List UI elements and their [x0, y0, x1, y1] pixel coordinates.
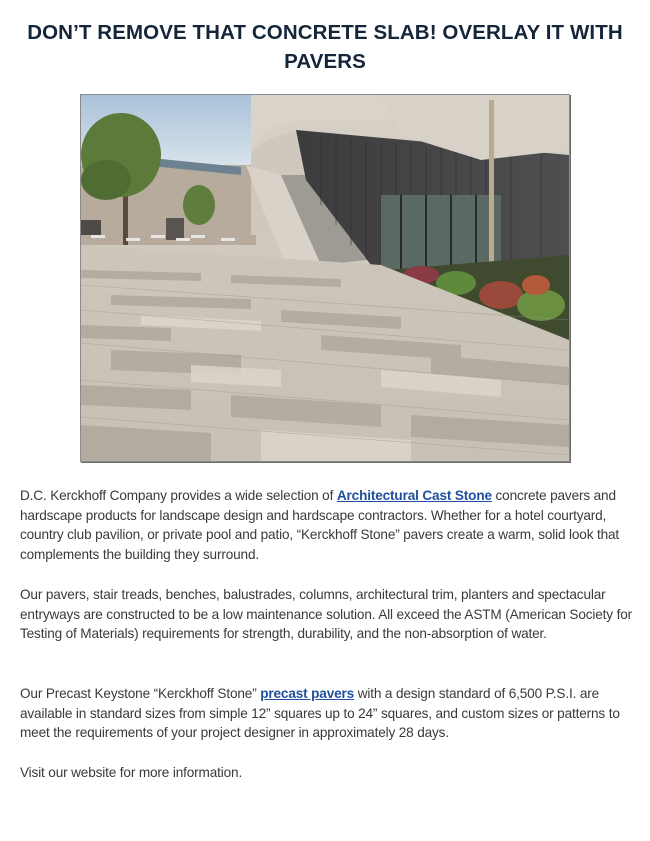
architectural-cast-stone-link[interactable]: Architectural Cast Stone [336, 488, 492, 503]
precast-text-before: Our Precast Keystone “Kerckhoff Stone” [20, 686, 261, 701]
products-paragraph: Our pavers, stair treads, benches, balustrades, columns, architectural trim, planters and spectacular entryways are constructed to be a low maintenance solution. All exceed the ASTM (American Society for Testing of Materials) requirements for strength, durability, and the non-absorption of water. [20, 587, 632, 642]
intro-text-after: concrete pavers and hardscape products for landscape design and hardscape contractors. Whether for a hotel courtyard, country club pavilion, or private pool and patio, “Kerckhoff Stone” pavers create a warm, solid look that complements the building they surround. [20, 488, 620, 562]
page-title: DON’T REMOVE THAT CONCRETE SLAB! OVERLAY IT WITH PAVERS [27, 21, 623, 73]
intro-text-before: D.C. Kerckhoff Company provides a wide selection of [20, 488, 337, 503]
hero-image [80, 94, 570, 462]
visit-website-paragraph: Visit our website for more information. [20, 765, 243, 780]
intro-paragraph [20, 486, 635, 564]
courtyard-pavers-photo [81, 95, 569, 461]
precast-paragraph [20, 684, 635, 743]
precast-text-after: with a design standard of 6,500 P.S.I. are available in standard sizes from simple 12” squares up to 24” squares, and custom sizes or patterns to meet the requirements of your project designer in approximately 28 days. [20, 686, 620, 741]
precast-pavers-link[interactable]: precast pavers [260, 686, 355, 701]
